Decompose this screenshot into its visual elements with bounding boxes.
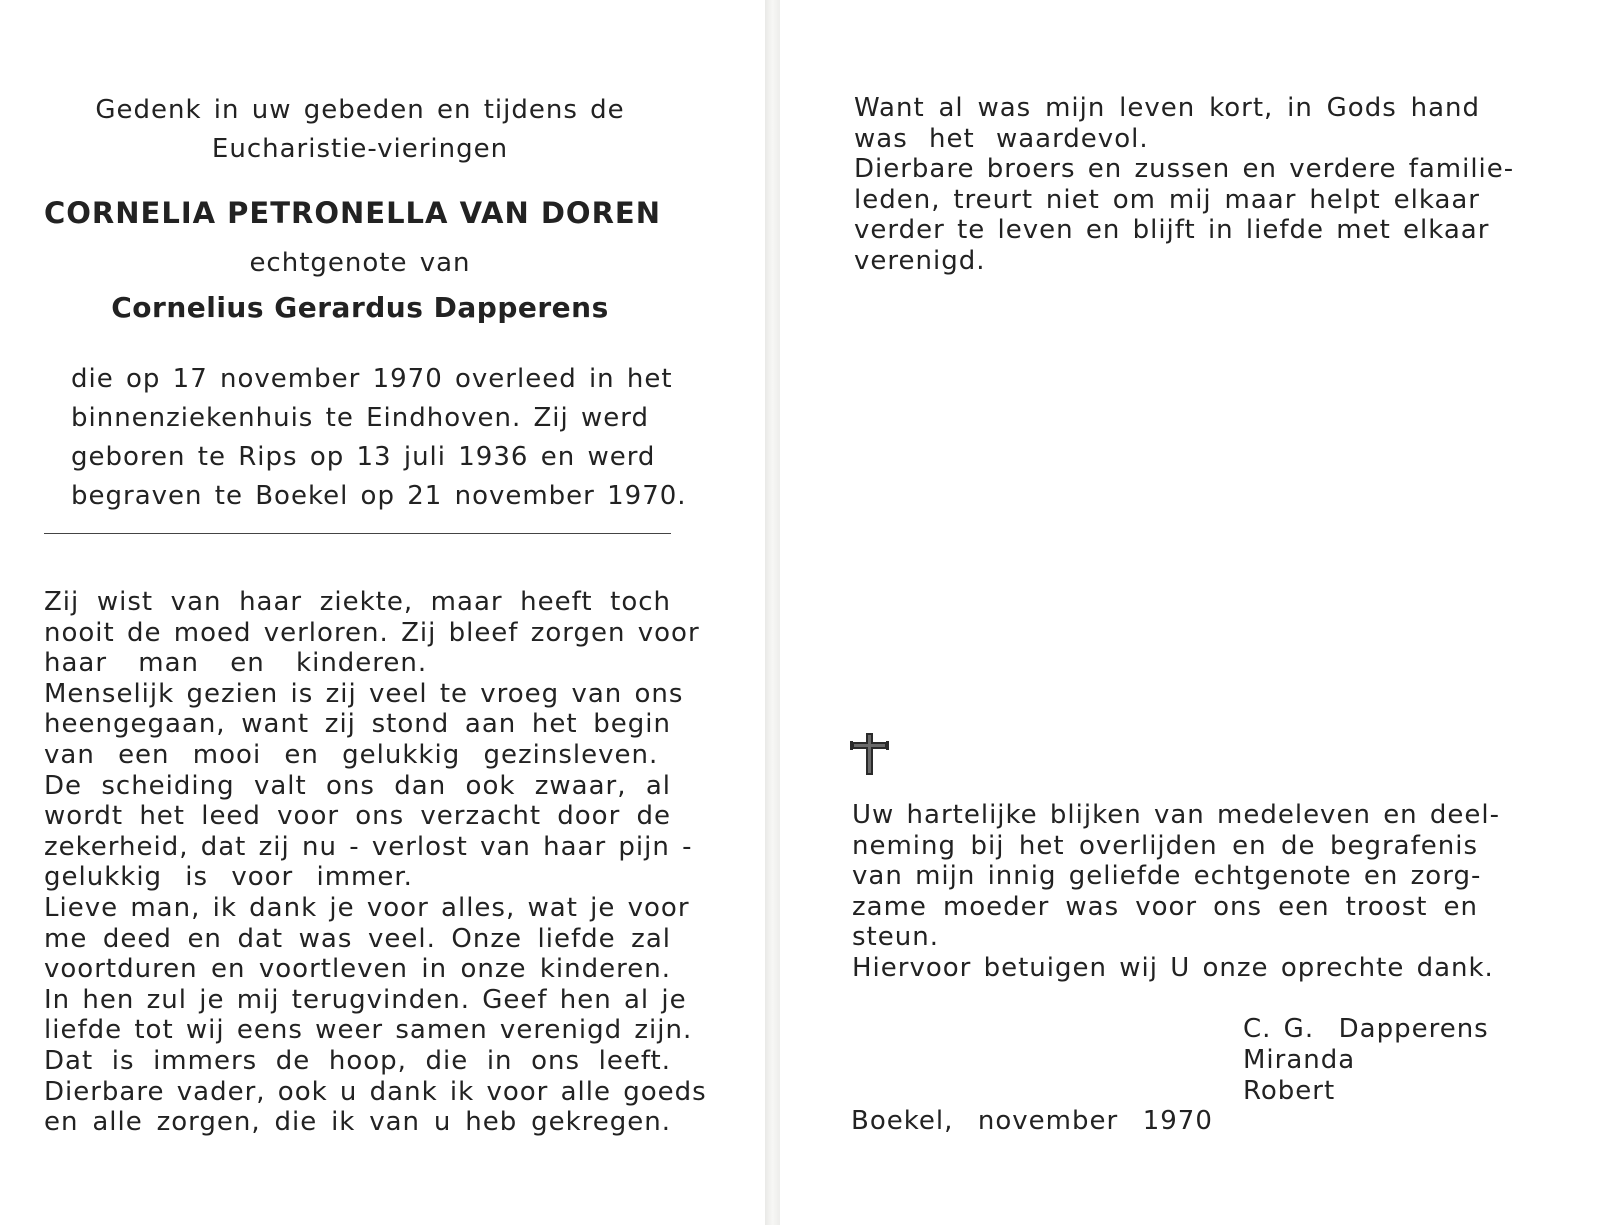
tribute-line: zekerheid, dat zij nu - verlost van haar pijn - [44,831,693,862]
tribute-line: van een mooi en gelukkig gezinsleven. [44,739,659,770]
cross-icon [849,732,891,776]
signature-line: C. G. Dapperens [1243,1014,1489,1044]
spouse-label: echtgenote van [249,248,471,278]
poem-text [854,93,1515,277]
tribute-line: In hen zul je mij terugvinden. Geef hen al je [44,984,687,1015]
thanks-line: van mijn innig geliefde echtgenote en zorg- [852,861,1482,892]
tribute-line: nooit de moed verloren. Zij bleef zorgen voor [44,617,700,648]
death-notice-line: geboren te Rips op 13 juli 1936 en werd [71,442,656,472]
spouse-name: Cornelius Gerardus Dapperens [111,291,609,324]
signature-line: Robert [1243,1076,1336,1106]
death-notice-line: binnenziekenhuis te Eindhoven. Zij werd [71,403,650,433]
thanks-line: Hiervoor betuigen wij U onze oprechte dank. [852,952,1494,983]
poem-line: verder te leven en blijft in liefde met elkaar [854,215,1490,246]
tribute-line: wordt het leed voor ons verzacht door de [44,801,671,832]
death-notice-line: begraven te Boekel op 21 november 1970. [71,481,687,511]
right-card-page [780,0,1601,1225]
poem-line: Dierbare broers en zussen en verdere familie- [854,154,1515,185]
thanks-text [852,800,1501,984]
tribute-line: Zij wist van haar ziekte, maar heeft toch [44,587,671,617]
place-date: Boekel, november 1970 [851,1106,1213,1136]
tribute-line: heengegaan, want zij stond aan het begin [44,709,671,740]
tribute-line: Dat is immers de hoop, die in ons leeft. [44,1045,671,1076]
intro-line-2: Eucharistie-vieringen [211,134,509,164]
poem-line: leden, treurt niet om mij maar helpt elkaar [854,184,1480,215]
poem-line: verenigd. [854,245,986,276]
death-notice [71,360,687,516]
poem-line: Want al was mijn leven kort, in Gods hand [854,93,1480,123]
thanks-line: neming bij het overlijden en de begrafenis [852,830,1478,861]
tribute-line: me deed en dat was veel. Onze liefde zal [44,923,671,954]
cross-icon-graphic [849,732,891,776]
tribute-line: en alle zorgen, die ik van u heb gekregen. [44,1107,671,1138]
horizontal-rule [44,533,671,534]
poem-line: was het waardevol. [854,123,1149,154]
tribute-line: liefde tot wij eens weer samen verenigd zijn. [44,1015,693,1046]
tribute-line: voortduren en voortleven in onze kinderen. [44,954,671,985]
thanks-line: steun. [852,922,939,953]
signatures [1243,1014,1489,1107]
card-fold [765,0,780,1225]
thanks-line: Uw hartelijke blijken van medeleven en deel- [852,800,1501,830]
tribute-line: De scheiding valt ons dan ook zwaar, al [44,770,671,801]
tribute-line: Menselijk gezien is zij veel te vroeg van ons [44,678,684,709]
tribute-line: gelukkig is voor immer. [44,862,413,893]
deceased-name: CORNELIA PETRONELLA VAN DOREN [44,196,661,230]
thanks-line: zame moeder was voor ons een troost en [852,891,1478,922]
intro-line-1: Gedenk in uw gebeden en tijdens de [95,95,625,125]
signature-line: Miranda [1243,1045,1356,1075]
death-notice-line: die op 17 november 1970 overleed in het [71,364,673,394]
left-card-page [0,0,765,1225]
tribute-line: Dierbare vader, ook u dank ik voor alle goeds [44,1076,707,1107]
tribute-text [44,587,707,1138]
tribute-line: Lieve man, ik dank je voor alles, wat je voor [44,892,690,923]
tribute-line: haar man en kinderen. [44,648,428,679]
